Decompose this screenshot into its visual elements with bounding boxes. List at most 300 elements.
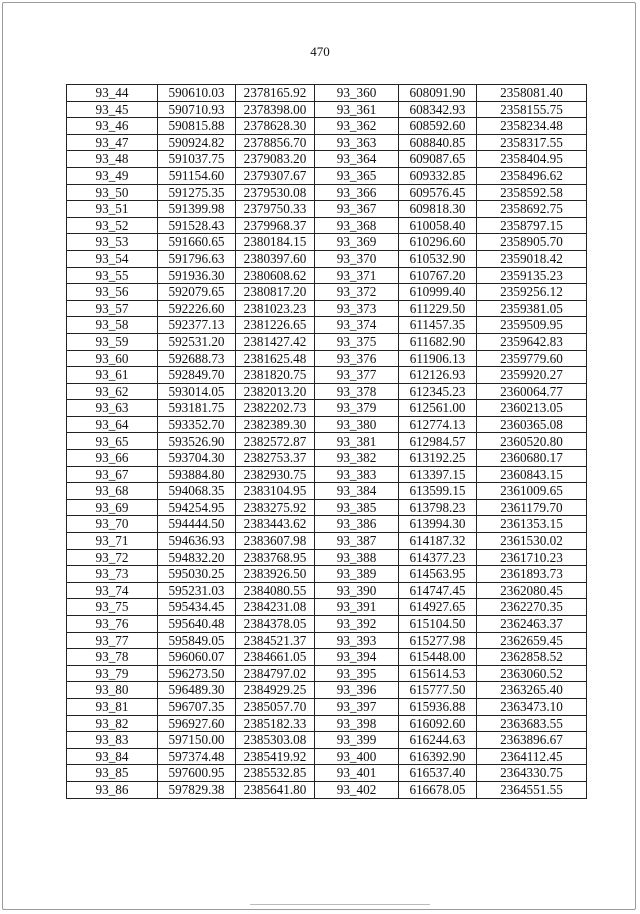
table-row <box>67 616 587 633</box>
table-cell: 614187.32 <box>399 533 477 550</box>
table-cell: 2359509.95 <box>477 317 587 334</box>
table-cell: 591528.43 <box>158 217 236 234</box>
table-row <box>67 781 587 798</box>
table-cell: 2362659.45 <box>477 632 587 649</box>
table-cell: 93_374 <box>315 317 399 334</box>
table-cell: 608091.90 <box>399 85 477 102</box>
table-cell: 93_369 <box>315 234 399 251</box>
table-cell: 613192.25 <box>399 450 477 467</box>
page-number: 470 <box>310 44 330 59</box>
table-cell: 594444.50 <box>158 516 236 533</box>
table-cell: 2384797.02 <box>236 665 315 682</box>
table-row <box>67 599 587 616</box>
table-cell: 2359920.27 <box>477 367 587 384</box>
table-cell: 2361893.73 <box>477 566 587 583</box>
table-cell: 93_78 <box>67 649 158 666</box>
table-cell: 593014.05 <box>158 383 236 400</box>
table-cell: 93_55 <box>67 267 158 284</box>
table-cell: 93_370 <box>315 250 399 267</box>
table-cell: 93_63 <box>67 400 158 417</box>
table-row <box>67 499 587 516</box>
table-row <box>67 201 587 218</box>
table-cell: 2361710.23 <box>477 549 587 566</box>
table-cell: 93_68 <box>67 483 158 500</box>
table-cell: 610296.60 <box>399 234 477 251</box>
table-cell: 608592.60 <box>399 118 477 135</box>
table-cell: 610767.20 <box>399 267 477 284</box>
table-cell: 593181.75 <box>158 400 236 417</box>
table-cell: 93_393 <box>315 632 399 649</box>
table-cell: 93_401 <box>315 765 399 782</box>
table-row <box>67 234 587 251</box>
table-cell: 613599.15 <box>399 483 477 500</box>
table-cell: 613397.15 <box>399 466 477 483</box>
table-cell: 593352.70 <box>158 416 236 433</box>
table-cell: 591399.98 <box>158 201 236 218</box>
table-cell: 2359018.42 <box>477 250 587 267</box>
table-cell: 613994.30 <box>399 516 477 533</box>
table-cell: 595231.03 <box>158 582 236 599</box>
table-cell: 614377.23 <box>399 549 477 566</box>
table-cell: 93_397 <box>315 698 399 715</box>
table-cell: 592688.73 <box>158 350 236 367</box>
table-cell: 2361179.70 <box>477 499 587 516</box>
table-cell: 2380817.20 <box>236 284 315 301</box>
table-cell: 2359381.05 <box>477 300 587 317</box>
table-cell: 93_366 <box>315 184 399 201</box>
table-cell: 93_371 <box>315 267 399 284</box>
table-cell: 609087.65 <box>399 151 477 168</box>
table-cell: 2360680.17 <box>477 450 587 467</box>
table-cell: 590610.03 <box>158 85 236 102</box>
table-cell: 93_81 <box>67 698 158 715</box>
table-cell: 616678.05 <box>399 781 477 798</box>
table-cell: 2385182.33 <box>236 715 315 732</box>
table-cell: 2362270.35 <box>477 599 587 616</box>
table-row <box>67 632 587 649</box>
table-cell: 93_66 <box>67 450 158 467</box>
table-cell: 93_376 <box>315 350 399 367</box>
table-cell: 93_56 <box>67 284 158 301</box>
table-cell: 2361530.02 <box>477 533 587 550</box>
table-cell: 93_57 <box>67 300 158 317</box>
table-cell: 597829.38 <box>158 781 236 798</box>
table-cell: 2360843.15 <box>477 466 587 483</box>
table-row <box>67 682 587 699</box>
table-row <box>67 300 587 317</box>
table-cell: 2384521.37 <box>236 632 315 649</box>
table-cell: 596273.50 <box>158 665 236 682</box>
table-cell: 2358234.48 <box>477 118 587 135</box>
table-cell: 93_74 <box>67 582 158 599</box>
table-cell: 608342.93 <box>399 101 477 118</box>
table-cell: 93_402 <box>315 781 399 798</box>
table-row <box>67 416 587 433</box>
table-cell: 2358496.62 <box>477 167 587 184</box>
table-cell: 2364330.75 <box>477 765 587 782</box>
table-cell: 2358692.75 <box>477 201 587 218</box>
table-cell: 2378398.00 <box>236 101 315 118</box>
table-row <box>67 582 587 599</box>
table-cell: 93_379 <box>315 400 399 417</box>
table-cell: 93_398 <box>315 715 399 732</box>
table-row <box>67 698 587 715</box>
table-row <box>67 350 587 367</box>
table-cell: 613798.23 <box>399 499 477 516</box>
table-cell: 615777.50 <box>399 682 477 699</box>
table-cell: 2385641.80 <box>236 781 315 798</box>
table-cell: 611457.35 <box>399 317 477 334</box>
table-cell: 2383607.98 <box>236 533 315 550</box>
table-cell: 93_80 <box>67 682 158 699</box>
table-cell: 93_378 <box>315 383 399 400</box>
table-row <box>67 250 587 267</box>
table-cell: 93_386 <box>315 516 399 533</box>
table-cell: 2380184.15 <box>236 234 315 251</box>
table-cell: 597150.00 <box>158 732 236 749</box>
table-cell: 93_361 <box>315 101 399 118</box>
table-cell: 93_71 <box>67 533 158 550</box>
table-cell: 2383768.95 <box>236 549 315 566</box>
table-cell: 2360064.77 <box>477 383 587 400</box>
table-row <box>67 217 587 234</box>
table-cell: 93_58 <box>67 317 158 334</box>
table-cell: 590815.88 <box>158 118 236 135</box>
table-cell: 93_85 <box>67 765 158 782</box>
table-cell: 612345.23 <box>399 383 477 400</box>
table-cell: 2362858.52 <box>477 649 587 666</box>
table-cell: 2383926.50 <box>236 566 315 583</box>
table-cell: 609818.30 <box>399 201 477 218</box>
table-cell: 615936.88 <box>399 698 477 715</box>
table-cell: 93_60 <box>67 350 158 367</box>
table-row <box>67 167 587 184</box>
table-cell: 93_64 <box>67 416 158 433</box>
table-cell: 591037.75 <box>158 151 236 168</box>
table-cell: 614927.65 <box>399 599 477 616</box>
table-cell: 595434.45 <box>158 599 236 616</box>
table-cell: 591936.30 <box>158 267 236 284</box>
table-cell: 93_400 <box>315 748 399 765</box>
table-cell: 2358155.75 <box>477 101 587 118</box>
table-cell: 93_62 <box>67 383 158 400</box>
table-cell: 612984.57 <box>399 433 477 450</box>
table-cell: 2381226.65 <box>236 317 315 334</box>
table-cell: 93_399 <box>315 732 399 749</box>
table-cell: 2379530.08 <box>236 184 315 201</box>
coordinates-table-body <box>67 85 587 799</box>
table-cell: 614747.45 <box>399 582 477 599</box>
table-cell: 2358905.70 <box>477 234 587 251</box>
table-cell: 611682.90 <box>399 333 477 350</box>
table-cell: 2380608.62 <box>236 267 315 284</box>
table-cell: 597600.95 <box>158 765 236 782</box>
table-cell: 93_59 <box>67 333 158 350</box>
table-cell: 93_47 <box>67 134 158 151</box>
table-cell: 592531.20 <box>158 333 236 350</box>
table-cell: 93_45 <box>67 101 158 118</box>
table-cell: 612774.13 <box>399 416 477 433</box>
table-cell: 595640.48 <box>158 616 236 633</box>
table-cell: 2358592.58 <box>477 184 587 201</box>
table-cell: 595849.05 <box>158 632 236 649</box>
table-row <box>67 533 587 550</box>
table-cell: 591154.60 <box>158 167 236 184</box>
table-row <box>67 516 587 533</box>
table-cell: 2363683.55 <box>477 715 587 732</box>
table-row <box>67 665 587 682</box>
table-cell: 590924.82 <box>158 134 236 151</box>
table-cell: 93_364 <box>315 151 399 168</box>
table-cell: 93_377 <box>315 367 399 384</box>
table-cell: 93_383 <box>315 466 399 483</box>
table-cell: 610058.40 <box>399 217 477 234</box>
table-cell: 612126.93 <box>399 367 477 384</box>
table-cell: 93_373 <box>315 300 399 317</box>
table-cell: 2359135.23 <box>477 267 587 284</box>
table-cell: 2381427.42 <box>236 333 315 350</box>
table-cell: 596060.07 <box>158 649 236 666</box>
table-cell: 2385532.85 <box>236 765 315 782</box>
table-cell: 615614.53 <box>399 665 477 682</box>
table-row <box>67 367 587 384</box>
table-row <box>67 383 587 400</box>
table-cell: 93_380 <box>315 416 399 433</box>
table-cell: 2360520.80 <box>477 433 587 450</box>
table-cell: 93_70 <box>67 516 158 533</box>
table-cell: 2379968.37 <box>236 217 315 234</box>
table-cell: 2383443.62 <box>236 516 315 533</box>
table-cell: 93_79 <box>67 665 158 682</box>
table-cell: 93_385 <box>315 499 399 516</box>
table-row <box>67 732 587 749</box>
table-cell: 595030.25 <box>158 566 236 583</box>
table-cell: 594832.20 <box>158 549 236 566</box>
table-cell: 594068.35 <box>158 483 236 500</box>
table-cell: 592849.70 <box>158 367 236 384</box>
table-cell: 2359642.83 <box>477 333 587 350</box>
table-cell: 611906.13 <box>399 350 477 367</box>
table-row <box>67 649 587 666</box>
table-cell: 616392.90 <box>399 748 477 765</box>
table-cell: 93_67 <box>67 466 158 483</box>
table-cell: 2363265.40 <box>477 682 587 699</box>
table-cell: 93_46 <box>67 118 158 135</box>
table-cell: 93_76 <box>67 616 158 633</box>
table-cell: 2358797.15 <box>477 217 587 234</box>
table-cell: 2382753.37 <box>236 450 315 467</box>
table-cell: 593704.30 <box>158 450 236 467</box>
table-cell: 592079.65 <box>158 284 236 301</box>
scan-artifact-line <box>250 904 430 905</box>
table-cell: 2362080.45 <box>477 582 587 599</box>
table-cell: 2382013.20 <box>236 383 315 400</box>
table-cell: 93_65 <box>67 433 158 450</box>
table-row <box>67 549 587 566</box>
table-cell: 2361353.15 <box>477 516 587 533</box>
table-cell: 93_389 <box>315 566 399 583</box>
table-cell: 2359779.60 <box>477 350 587 367</box>
table-cell: 2382572.87 <box>236 433 315 450</box>
table-cell: 93_360 <box>315 85 399 102</box>
table-cell: 610532.90 <box>399 250 477 267</box>
table-cell: 93_61 <box>67 367 158 384</box>
table-cell: 93_362 <box>315 118 399 135</box>
table-cell: 2378165.92 <box>236 85 315 102</box>
table-cell: 93_83 <box>67 732 158 749</box>
table-cell: 594636.93 <box>158 533 236 550</box>
table-cell: 93_384 <box>315 483 399 500</box>
table-cell: 615277.98 <box>399 632 477 649</box>
table-cell: 2385057.70 <box>236 698 315 715</box>
table-cell: 93_44 <box>67 85 158 102</box>
table-cell: 593884.80 <box>158 466 236 483</box>
table-cell: 93_86 <box>67 781 158 798</box>
table-cell: 2360365.08 <box>477 416 587 433</box>
table-cell: 93_372 <box>315 284 399 301</box>
table-cell: 592226.60 <box>158 300 236 317</box>
table-row <box>67 400 587 417</box>
table-cell: 2359256.12 <box>477 284 587 301</box>
table-cell: 93_394 <box>315 649 399 666</box>
table-cell: 93_396 <box>315 682 399 699</box>
table-row <box>67 433 587 450</box>
table-cell: 593526.90 <box>158 433 236 450</box>
table-row <box>67 333 587 350</box>
table-cell: 597374.48 <box>158 748 236 765</box>
table-cell: 93_72 <box>67 549 158 566</box>
table-cell: 2382930.75 <box>236 466 315 483</box>
table-row <box>67 715 587 732</box>
table-cell: 93_49 <box>67 167 158 184</box>
table-cell: 616537.40 <box>399 765 477 782</box>
table-cell: 2379750.33 <box>236 201 315 218</box>
table-cell: 2381625.48 <box>236 350 315 367</box>
table-cell: 596927.60 <box>158 715 236 732</box>
table-cell: 590710.93 <box>158 101 236 118</box>
table-row <box>67 134 587 151</box>
table-cell: 93_392 <box>315 616 399 633</box>
table-cell: 2364551.55 <box>477 781 587 798</box>
table-cell: 2384929.25 <box>236 682 315 699</box>
table-cell: 2384231.08 <box>236 599 315 616</box>
table-cell: 2363473.10 <box>477 698 587 715</box>
table-cell: 93_388 <box>315 549 399 566</box>
table-cell: 2363896.67 <box>477 732 587 749</box>
table-cell: 2378628.30 <box>236 118 315 135</box>
table-cell: 615104.50 <box>399 616 477 633</box>
table-cell: 93_84 <box>67 748 158 765</box>
table-cell: 616244.63 <box>399 732 477 749</box>
table-cell: 93_365 <box>315 167 399 184</box>
table-cell: 2358081.40 <box>477 85 587 102</box>
table-cell: 612561.00 <box>399 400 477 417</box>
table-cell: 609576.45 <box>399 184 477 201</box>
table-cell: 596489.30 <box>158 682 236 699</box>
table-cell: 93_367 <box>315 201 399 218</box>
table-row <box>67 483 587 500</box>
table-row <box>67 317 587 334</box>
table-cell: 93_54 <box>67 250 158 267</box>
table-row <box>67 450 587 467</box>
table-cell: 93_375 <box>315 333 399 350</box>
table-cell: 2383104.95 <box>236 483 315 500</box>
table-row <box>67 765 587 782</box>
table-cell: 2364112.45 <box>477 748 587 765</box>
table-cell: 93_53 <box>67 234 158 251</box>
table-cell: 591660.65 <box>158 234 236 251</box>
table-cell: 93_368 <box>315 217 399 234</box>
table-cell: 93_381 <box>315 433 399 450</box>
table-cell: 608840.85 <box>399 134 477 151</box>
table-cell: 2385419.92 <box>236 748 315 765</box>
table-cell: 2378856.70 <box>236 134 315 151</box>
table-row <box>67 118 587 135</box>
table-cell: 2381023.23 <box>236 300 315 317</box>
table-cell: 2362463.37 <box>477 616 587 633</box>
table-cell: 2358404.95 <box>477 151 587 168</box>
table-cell: 93_73 <box>67 566 158 583</box>
table-cell: 594254.95 <box>158 499 236 516</box>
table-cell: 610999.40 <box>399 284 477 301</box>
table-row <box>67 101 587 118</box>
table-cell: 93_382 <box>315 450 399 467</box>
coordinates-table <box>66 84 587 799</box>
table-cell: 2382389.30 <box>236 416 315 433</box>
table-row <box>67 748 587 765</box>
table-cell: 2384661.05 <box>236 649 315 666</box>
table-row <box>67 284 587 301</box>
table-cell: 93_52 <box>67 217 158 234</box>
table-cell: 2384080.55 <box>236 582 315 599</box>
table-cell: 2382202.73 <box>236 400 315 417</box>
table-cell: 2385303.08 <box>236 732 315 749</box>
table-row <box>67 85 587 102</box>
table-cell: 2384378.05 <box>236 616 315 633</box>
table-row <box>67 267 587 284</box>
table-cell: 2379307.67 <box>236 167 315 184</box>
table-cell: 591275.35 <box>158 184 236 201</box>
table-cell: 616092.60 <box>399 715 477 732</box>
table-cell: 93_390 <box>315 582 399 599</box>
table-cell: 93_391 <box>315 599 399 616</box>
table-row <box>67 184 587 201</box>
table-cell: 2383275.92 <box>236 499 315 516</box>
table-cell: 2361009.65 <box>477 483 587 500</box>
table-row <box>67 466 587 483</box>
table-cell: 93_51 <box>67 201 158 218</box>
table-cell: 596707.35 <box>158 698 236 715</box>
table-cell: 2381820.75 <box>236 367 315 384</box>
table-cell: 615448.00 <box>399 649 477 666</box>
table-row <box>67 566 587 583</box>
table-cell: 93_387 <box>315 533 399 550</box>
table-cell: 2358317.55 <box>477 134 587 151</box>
table-cell: 93_77 <box>67 632 158 649</box>
table-cell: 591796.63 <box>158 250 236 267</box>
table-cell: 93_82 <box>67 715 158 732</box>
table-cell: 614563.95 <box>399 566 477 583</box>
table-cell: 93_50 <box>67 184 158 201</box>
table-cell: 93_69 <box>67 499 158 516</box>
table-cell: 2380397.60 <box>236 250 315 267</box>
table-row <box>67 151 587 168</box>
table-cell: 2363060.52 <box>477 665 587 682</box>
table-cell: 93_363 <box>315 134 399 151</box>
table-cell: 609332.85 <box>399 167 477 184</box>
table-cell: 93_75 <box>67 599 158 616</box>
table-cell: 93_48 <box>67 151 158 168</box>
